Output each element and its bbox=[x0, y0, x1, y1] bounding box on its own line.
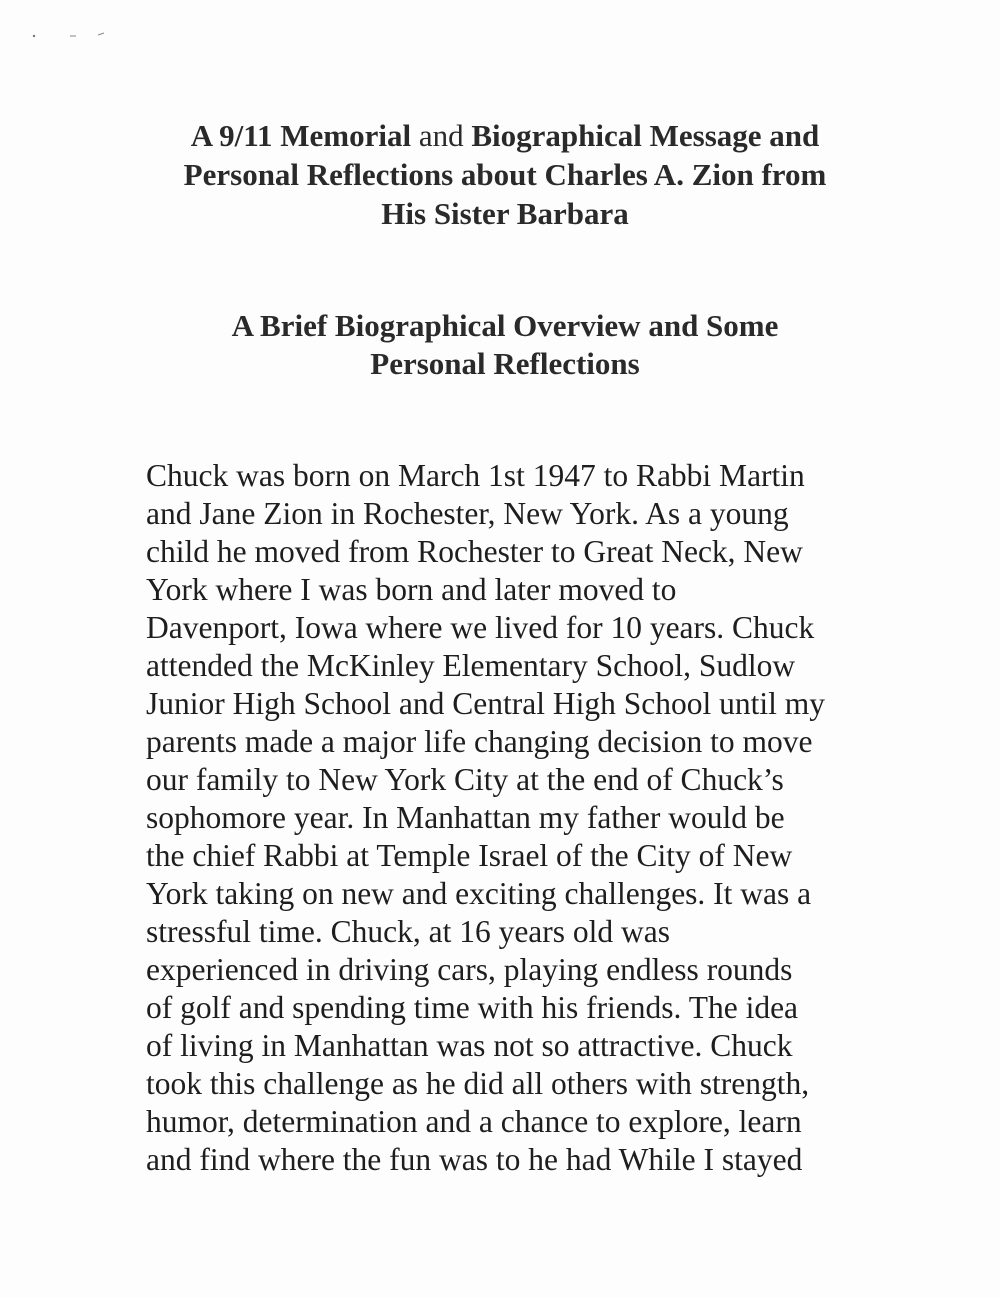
body-line: and Jane Zion in Rochester, New York. As a young bbox=[146, 496, 789, 531]
body-line: experienced in driving cars, playing endless rounds bbox=[146, 952, 793, 987]
title-line-2: Personal Reflections about Charles A. Zion from bbox=[183, 157, 827, 192]
body-line: parents made a major life changing decision to move bbox=[146, 724, 813, 759]
body-line: sophomore year. In Manhattan my father would be bbox=[146, 800, 785, 835]
body-line: of living in Manhattan was not so attractive. Chuck bbox=[146, 1028, 793, 1063]
body-line: took this challenge as he did all others with strength, bbox=[146, 1066, 810, 1101]
title-line-1 bbox=[100, 116, 910, 155]
body-line: and find where the fun was to he had While I stayed bbox=[146, 1142, 803, 1177]
scan-artifact-marks bbox=[30, 30, 110, 40]
title-part-and: and bbox=[411, 118, 472, 153]
body-line: stressful time. Chuck, at 16 years old was bbox=[146, 914, 671, 949]
title-part-biographical: Biographical Message and bbox=[471, 118, 820, 153]
body-line: our family to New York City at the end of Chuck’s bbox=[146, 762, 784, 797]
body-line: child he moved from Rochester to Great Neck, New bbox=[146, 534, 803, 569]
body-line: Junior High School and Central High School until my bbox=[146, 686, 825, 721]
body-line: Chuck was born on March 1st 1947 to Rabbi Martin bbox=[146, 458, 805, 493]
document-title bbox=[100, 116, 910, 233]
body-line: attended the McKinley Elementary School, Sudlow bbox=[146, 648, 796, 683]
body-line: humor, determination and a chance to explore, learn bbox=[146, 1104, 802, 1139]
document-subtitle bbox=[100, 307, 910, 383]
body-paragraph bbox=[146, 457, 886, 1179]
body-line: York taking on new and exciting challenges. It was a bbox=[146, 876, 812, 911]
body-line: of golf and spending time with his friends. The idea bbox=[146, 990, 799, 1025]
body-line: the chief Rabbi at Temple Israel of the City of New bbox=[146, 838, 793, 873]
body-line: Davenport, Iowa where we lived for 10 years. Chuck bbox=[146, 610, 815, 645]
title-line-3: His Sister Barbara bbox=[381, 196, 629, 231]
subtitle-line-2: Personal Reflections bbox=[370, 346, 640, 381]
subtitle-line-1: A Brief Biographical Overview and Some bbox=[231, 308, 779, 343]
title-part-memorial: A 9/11 Memorial bbox=[190, 118, 412, 153]
body-line: York where I was born and later moved to bbox=[146, 572, 677, 607]
